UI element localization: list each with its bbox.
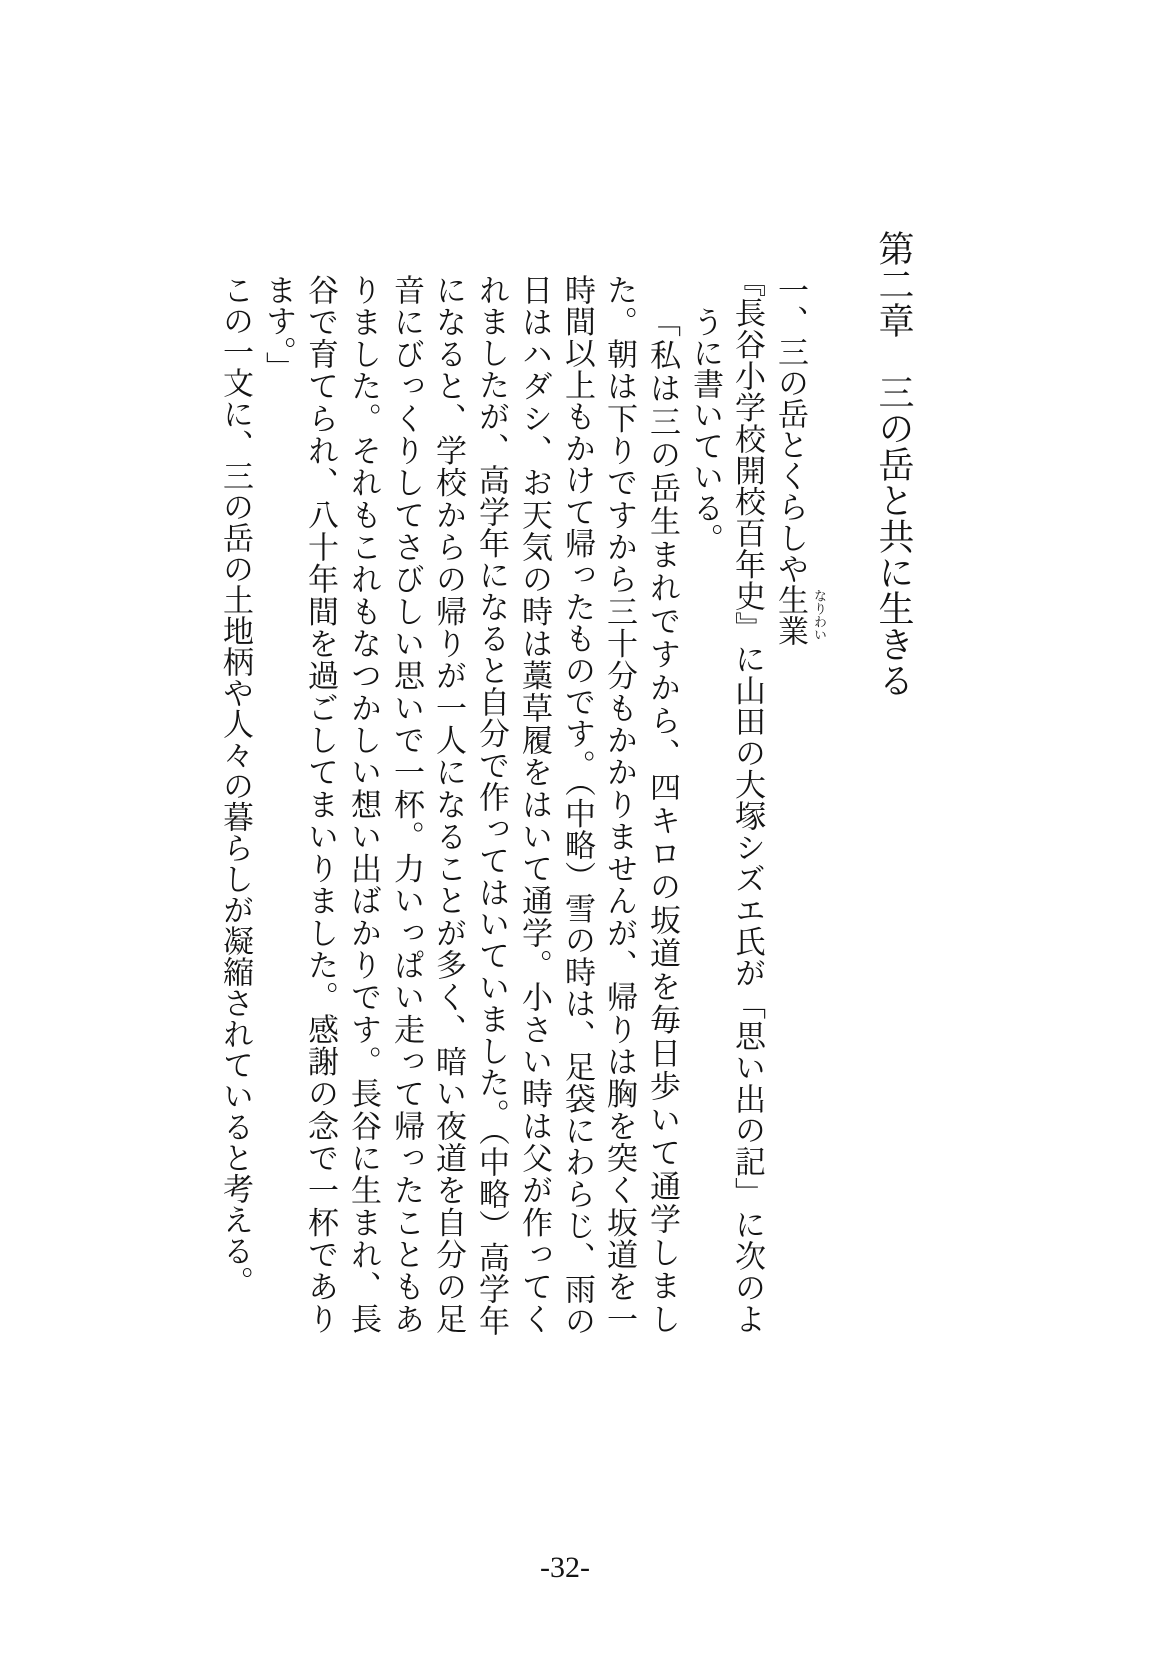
chapter-title: 第二章 三の岳と共に生きる <box>873 230 914 698</box>
text-line: 日はハダシ、お天気の時は藁草履をはいて通学。小さい時は父が作ってく <box>516 274 552 1334</box>
text-line: れましたが、高学年になると自分で作ってはいていました。（中略）高学年 <box>473 274 509 1336</box>
text-line: うに書いている。 <box>687 306 723 554</box>
text-line: ます。」 <box>260 274 296 383</box>
text-line: 時間以上もかけて帰ったものです。（中略）雪の時は、足袋にわらじ、雨の <box>559 274 595 1336</box>
section-heading: 一、三の岳とくらしや生業 <box>772 274 808 646</box>
text-line: た。朝は下りですから三十分もかかりませんが、帰りは胸を突く坂道を一 <box>601 274 637 1334</box>
text-line: 音にびっくりしてさびしい思いで一杯。力いっぱい走って帰ったこともあ <box>388 274 424 1334</box>
text-line: 『長谷小学校開校百年史』に山田の大塚シズエ氏が「思い出の記」に次のよ <box>729 266 765 1335</box>
text-line: 谷で育てられ、八十年間を過ごしてまいりました。感謝の念で一杯であり <box>302 274 338 1334</box>
text-line: りました。それもこれもなつかしい想い出ばかりです。長谷に生まれ、長 <box>345 274 381 1334</box>
text-line: 「私は三の岳生まれですから、四キロの坂道を毎日歩いて通学しまし <box>644 306 680 1334</box>
ruby-reading: なりわい <box>811 589 826 641</box>
text-line: になると、学校からの帰りが一人になることが多く、暗い夜道を自分の足 <box>430 274 466 1334</box>
page-number: -32- <box>540 1551 590 1584</box>
text-line: この一文に、三の岳の土地柄や人々の暮らしが凝縮されていると考える。 <box>217 274 253 1297</box>
